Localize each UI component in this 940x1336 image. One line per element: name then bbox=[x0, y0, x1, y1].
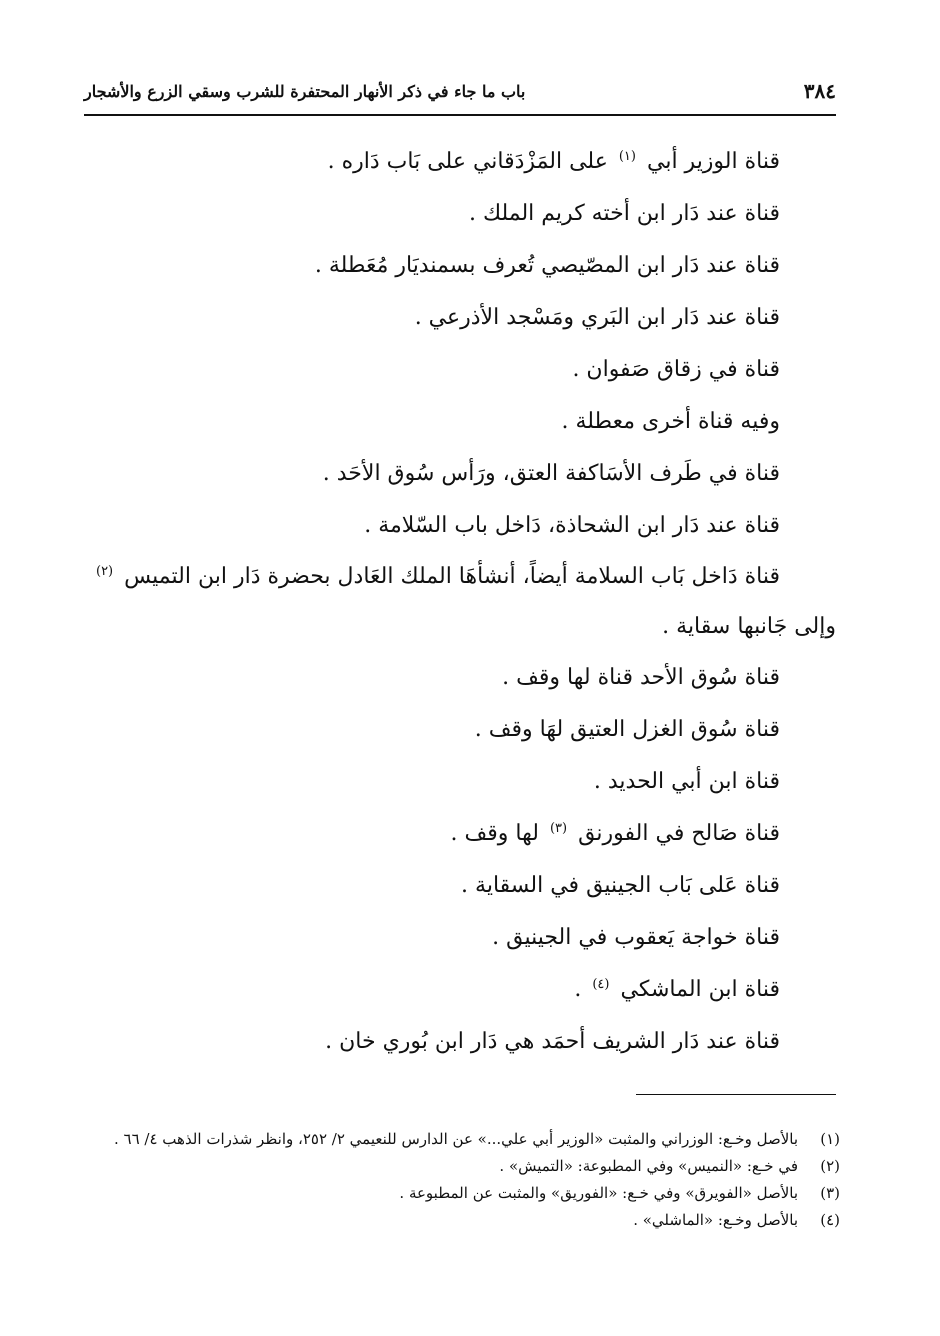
footnote-number: (٢) bbox=[820, 1157, 840, 1175]
footnote-text: بالأصل وخـع: الوزراني والمثبت «الوزير أبي علي...» عن الدارس للنعيمي ٢/ ٢٥٢، وانظر شذرات الذهب ٤/ ٦٦ . bbox=[113, 1130, 798, 1148]
entry-text: قناة الوزير أبي bbox=[646, 149, 780, 174]
list-item: قناة في طَرف الأسَاكفة العتق، ورَأس سُوق الأحَد . bbox=[322, 461, 780, 486]
footnote bbox=[90, 1180, 840, 1206]
entry-text: قناة صَالح في الفورنق bbox=[578, 821, 780, 846]
list-item: قناة سُوق الأحد قناة لها وقف . bbox=[502, 665, 780, 690]
list-item bbox=[84, 964, 780, 1016]
entry-text: قناة ابن الماشكي bbox=[620, 977, 780, 1002]
header-divider bbox=[84, 114, 836, 116]
list-item: قناة خواجة يَعقوب في الجينيق . bbox=[492, 925, 780, 950]
list-item: قناة في زقاق صَفوان . bbox=[572, 357, 780, 382]
list-item: قناة عند دَار ابن الشحاذة، دَاخل باب السّلامة . bbox=[364, 513, 780, 538]
page-number: ٣٨٤ bbox=[803, 79, 836, 103]
list-item bbox=[84, 808, 780, 860]
footnote bbox=[90, 1207, 840, 1233]
footnote-text: في خـع: «النميس» وفي المطبوعة: «التميش» . bbox=[499, 1157, 798, 1175]
list-item: قناة عند دَار ابن أخته كريم الملك . bbox=[468, 201, 780, 226]
list-item: وفيه قناة أخرى معطلة . bbox=[561, 409, 780, 434]
entry-text: لها وقف . bbox=[450, 821, 539, 846]
entry-text: . bbox=[574, 977, 582, 1002]
footnote bbox=[90, 1126, 840, 1152]
list-item: قناة عَلى بَاب الجينيق في السقاية . bbox=[461, 873, 780, 898]
entry-text: على المَزْدَقاني على بَاب دَاره . bbox=[327, 149, 608, 174]
list-item: قناة عند دَار ابن المصّيصي تُعرف بسمنديَار مُعَطلة . bbox=[314, 253, 780, 278]
running-title: باب ما جاء في ذكر الأنهار المحتفرة للشرب وسقي الزرع والأشجار bbox=[84, 81, 526, 101]
page-header bbox=[84, 74, 836, 108]
entry-text: قناة دَاخل بَاب السلامة أيضاً، أنشأهَا الملك العَادل بحضرة دَار ابن التميس bbox=[124, 564, 780, 589]
list-item bbox=[84, 552, 836, 652]
footnote-reference[interactable]: (١) bbox=[618, 148, 636, 164]
list-item: قناة عند دَار الشريف أحمَد هي دَار ابن بُوري خان . bbox=[325, 1029, 780, 1054]
list-item: قناة ابن أبي الحديد . bbox=[593, 769, 780, 794]
footnote-text: بالأصل «الفويرق» وفي خـع: «الفوريق» والمثبت عن المطبوعة . bbox=[399, 1184, 798, 1202]
list-item: قناة سُوق الغزل العتيق لهَا وقف . bbox=[474, 717, 780, 742]
footnote-text: بالأصل وخـع: «الماشلي» . bbox=[633, 1211, 798, 1229]
entry-line: وإلى جَانبها سقاية . bbox=[662, 614, 836, 639]
footnotes bbox=[90, 1126, 840, 1234]
footnote-reference[interactable]: (٤) bbox=[592, 976, 610, 992]
footnote-reference[interactable]: (٢) bbox=[95, 563, 114, 579]
footnote-divider bbox=[636, 1094, 836, 1095]
canal-list bbox=[84, 136, 836, 1068]
list-item: قناة عند دَار ابن البَري ومَسْجد الأذرعي . bbox=[414, 305, 780, 330]
footnote-reference[interactable]: (٣) bbox=[549, 820, 568, 836]
footnote-number: (٣) bbox=[820, 1184, 840, 1202]
footnote-number: (٤) bbox=[820, 1211, 840, 1229]
list-item bbox=[84, 136, 780, 188]
footnote bbox=[90, 1153, 840, 1179]
footnote-number: (١) bbox=[820, 1130, 840, 1148]
entry-line bbox=[84, 552, 836, 602]
